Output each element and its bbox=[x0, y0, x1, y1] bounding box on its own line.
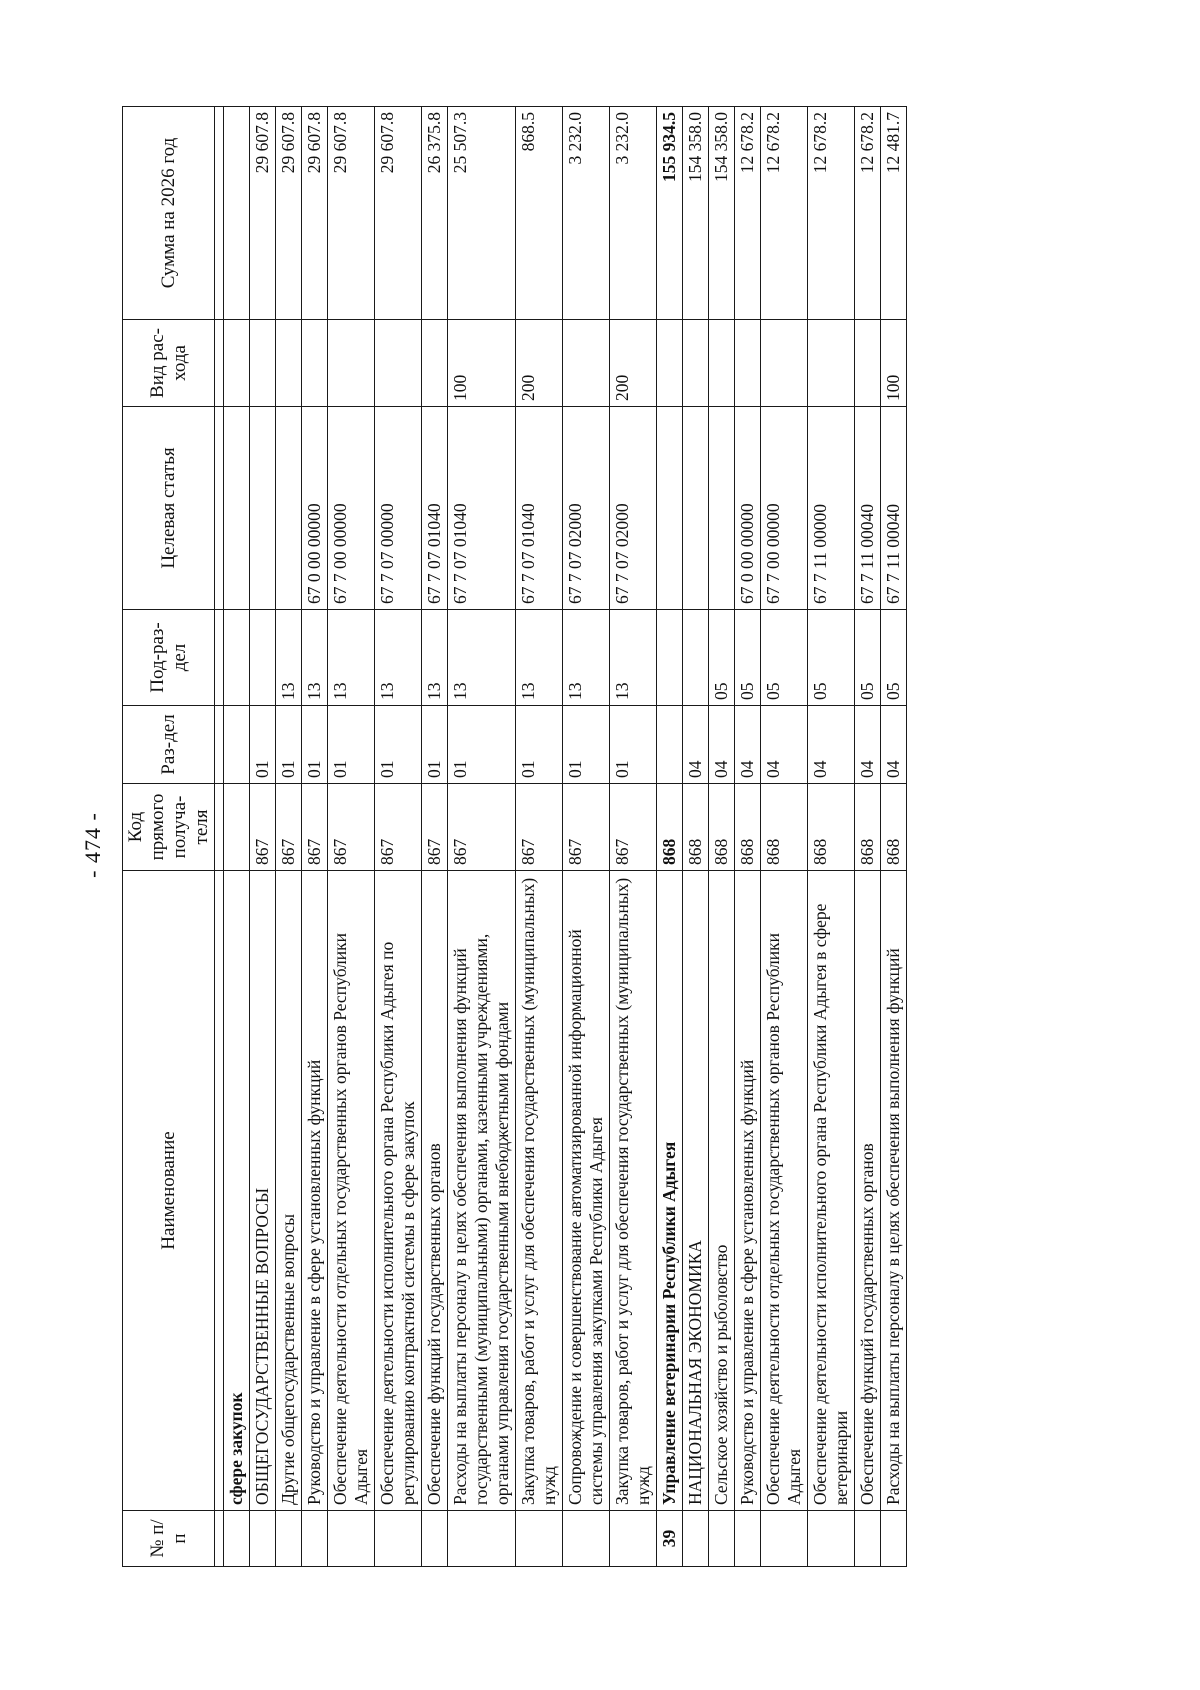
cell-target-article: 67 7 07 02000 bbox=[610, 407, 657, 610]
cell-expense-type bbox=[657, 320, 683, 407]
cell-subsection: 13 bbox=[516, 610, 563, 706]
table-row bbox=[881, 107, 907, 1567]
cell-expense-type bbox=[224, 320, 250, 407]
cell-name: Обеспечение деятельности исполнительного органа Республики Адыгея по регулированию контрактной системы в сфере закупок bbox=[375, 871, 422, 1511]
cell-section: 01 bbox=[448, 706, 516, 784]
cell-recipient-code: 867 bbox=[422, 784, 448, 871]
cell-amount: 29 607.8 bbox=[375, 107, 422, 320]
header-num: № п/п bbox=[123, 1511, 215, 1567]
cell-num: 39 bbox=[657, 1511, 683, 1567]
cell-section: 04 bbox=[735, 706, 761, 784]
cell-amount: 3 232.0 bbox=[563, 107, 610, 320]
cell-amount: 29 607.8 bbox=[328, 107, 375, 320]
cell-recipient-code: 867 bbox=[563, 784, 610, 871]
cell-recipient-code: 868 bbox=[881, 784, 907, 871]
cell-section: 01 bbox=[422, 706, 448, 784]
cell-subsection: 13 bbox=[610, 610, 657, 706]
spacer-cell bbox=[215, 320, 224, 407]
cell-num bbox=[250, 1511, 276, 1567]
cell-target-article: 67 7 07 00000 bbox=[375, 407, 422, 610]
cell-section: 01 bbox=[375, 706, 422, 784]
cell-expense-type bbox=[808, 320, 855, 407]
table-body bbox=[224, 107, 907, 1567]
cell-name: Расходы на выплаты персоналу в целях обеспечения выполнения функций государственными (муниципальными) органами, казенными учреждениями, органами управления государственными внебюджетными фондами bbox=[448, 871, 516, 1511]
cell-section: 04 bbox=[881, 706, 907, 784]
table-row bbox=[448, 107, 516, 1567]
cell-num bbox=[683, 1511, 709, 1567]
cell-recipient-code: 868 bbox=[709, 784, 735, 871]
cell-section: 04 bbox=[855, 706, 881, 784]
cell-subsection: 05 bbox=[855, 610, 881, 706]
cell-recipient-code: 868 bbox=[657, 784, 683, 871]
table-row bbox=[224, 107, 250, 1567]
cell-amount bbox=[224, 107, 250, 320]
page-number: - 474 - bbox=[80, 812, 105, 878]
cell-num bbox=[881, 1511, 907, 1567]
cell-amount: 155 934.5 bbox=[657, 107, 683, 320]
cell-section: 04 bbox=[683, 706, 709, 784]
cell-target-article: 67 7 07 01040 bbox=[422, 407, 448, 610]
cell-recipient-code: 867 bbox=[328, 784, 375, 871]
cell-expense-type bbox=[709, 320, 735, 407]
cell-target-article: 67 7 11 00000 bbox=[808, 407, 855, 610]
table-row bbox=[516, 107, 563, 1567]
cell-recipient-code: 867 bbox=[448, 784, 516, 871]
cell-amount: 154 358.0 bbox=[709, 107, 735, 320]
cell-name: Обеспечение деятельности отдельных государственных органов Республики Адыгея bbox=[761, 871, 808, 1511]
spacer-cell bbox=[215, 610, 224, 706]
cell-recipient-code: 867 bbox=[302, 784, 328, 871]
cell-amount: 25 507.3 bbox=[448, 107, 516, 320]
cell-name: Обеспечение функций государственных органов bbox=[855, 871, 881, 1511]
cell-target-article: 67 7 11 00040 bbox=[855, 407, 881, 610]
header-target-article: Целевая статья bbox=[123, 407, 215, 610]
cell-amount: 12 678.2 bbox=[735, 107, 761, 320]
spacer-cell bbox=[215, 871, 224, 1511]
cell-section: 01 bbox=[276, 706, 302, 784]
cell-name: Расходы на выплаты персоналу в целях обеспечения выполнения функций bbox=[881, 871, 907, 1511]
table-row bbox=[302, 107, 328, 1567]
cell-recipient-code: 868 bbox=[808, 784, 855, 871]
cell-num bbox=[302, 1511, 328, 1567]
spacer-cell bbox=[215, 107, 224, 320]
cell-name: Руководство и управление в сфере установленных функций bbox=[302, 871, 328, 1511]
cell-num bbox=[761, 1511, 808, 1567]
cell-num bbox=[709, 1511, 735, 1567]
table-row bbox=[709, 107, 735, 1567]
spacer-cell bbox=[215, 784, 224, 871]
cell-section: 01 bbox=[302, 706, 328, 784]
cell-expense-type bbox=[563, 320, 610, 407]
cell-subsection: 13 bbox=[448, 610, 516, 706]
cell-subsection bbox=[657, 610, 683, 706]
cell-name: Управление ветеринарии Республики Адыгея bbox=[657, 871, 683, 1511]
cell-num bbox=[276, 1511, 302, 1567]
cell-target-article bbox=[276, 407, 302, 610]
cell-recipient-code: 868 bbox=[683, 784, 709, 871]
cell-amount: 12 481.7 bbox=[881, 107, 907, 320]
cell-name: Закупка товаров, работ и услуг для обеспечения государственных (муниципальных) нужд bbox=[610, 871, 657, 1511]
cell-section: 01 bbox=[328, 706, 375, 784]
budget-table bbox=[122, 106, 907, 1567]
cell-expense-type bbox=[328, 320, 375, 407]
cell-recipient-code: 868 bbox=[855, 784, 881, 871]
header-expense-type: Вид рас-хода bbox=[123, 320, 215, 407]
cell-subsection bbox=[224, 610, 250, 706]
cell-name: Закупка товаров, работ и услуг для обеспечения государственных (муниципальных) нужд bbox=[516, 871, 563, 1511]
table-row bbox=[610, 107, 657, 1567]
table-row bbox=[761, 107, 808, 1567]
cell-amount: 12 678.2 bbox=[855, 107, 881, 320]
cell-expense-type: 200 bbox=[610, 320, 657, 407]
table-row bbox=[250, 107, 276, 1567]
cell-amount: 26 375.8 bbox=[422, 107, 448, 320]
cell-name: НАЦИОНАЛЬНАЯ ЭКОНОМИКА bbox=[683, 871, 709, 1511]
header-section: Раз-дел bbox=[123, 706, 215, 784]
table-row bbox=[328, 107, 375, 1567]
cell-num bbox=[516, 1511, 563, 1567]
cell-amount: 12 678.2 bbox=[808, 107, 855, 320]
cell-target-article: 67 0 00 00000 bbox=[302, 407, 328, 610]
cell-expense-type: 100 bbox=[448, 320, 516, 407]
cell-target-article: 67 7 00 00000 bbox=[328, 407, 375, 610]
cell-recipient-code: 867 bbox=[250, 784, 276, 871]
cell-subsection: 05 bbox=[808, 610, 855, 706]
cell-recipient-code: 867 bbox=[276, 784, 302, 871]
cell-expense-type: 100 bbox=[881, 320, 907, 407]
cell-recipient-code: 867 bbox=[610, 784, 657, 871]
table-row bbox=[375, 107, 422, 1567]
cell-recipient-code: 867 bbox=[375, 784, 422, 871]
header-name: Наименование bbox=[123, 871, 215, 1511]
cell-subsection bbox=[683, 610, 709, 706]
cell-name: ОБЩЕГОСУДАРСТВЕННЫЕ ВОПРОСЫ bbox=[250, 871, 276, 1511]
cell-target-article: 67 0 00 00000 bbox=[735, 407, 761, 610]
cell-name: сфере закупок bbox=[224, 871, 250, 1511]
table-row bbox=[735, 107, 761, 1567]
cell-amount: 12 678.2 bbox=[761, 107, 808, 320]
cell-recipient-code: 868 bbox=[761, 784, 808, 871]
cell-subsection: 13 bbox=[328, 610, 375, 706]
cell-subsection: 13 bbox=[563, 610, 610, 706]
cell-expense-type bbox=[302, 320, 328, 407]
cell-expense-type bbox=[683, 320, 709, 407]
spacer-cell bbox=[215, 706, 224, 784]
cell-subsection: 05 bbox=[761, 610, 808, 706]
cell-num bbox=[448, 1511, 516, 1567]
cell-target-article bbox=[657, 407, 683, 610]
cell-subsection: 13 bbox=[422, 610, 448, 706]
cell-section: 01 bbox=[610, 706, 657, 784]
header-recipient-code: Код прямого получа-теля bbox=[123, 784, 215, 871]
cell-target-article: 67 7 07 02000 bbox=[563, 407, 610, 610]
cell-recipient-code: 867 bbox=[516, 784, 563, 871]
cell-num bbox=[855, 1511, 881, 1567]
cell-subsection: 13 bbox=[276, 610, 302, 706]
cell-subsection bbox=[250, 610, 276, 706]
cell-name: Сопровождение и совершенствование автоматизированной информационной системы управления закупками Республики Адыгея bbox=[563, 871, 610, 1511]
cell-expense-type bbox=[735, 320, 761, 407]
cell-subsection: 05 bbox=[709, 610, 735, 706]
table-row bbox=[563, 107, 610, 1567]
cell-subsection: 13 bbox=[375, 610, 422, 706]
cell-target-article: 67 7 11 00040 bbox=[881, 407, 907, 610]
cell-num bbox=[610, 1511, 657, 1567]
table-header-row bbox=[123, 107, 215, 1567]
cell-expense-type bbox=[761, 320, 808, 407]
cell-amount: 3 232.0 bbox=[610, 107, 657, 320]
cell-expense-type bbox=[250, 320, 276, 407]
cell-expense-type bbox=[375, 320, 422, 407]
cell-section: 01 bbox=[563, 706, 610, 784]
cell-recipient-code: 868 bbox=[735, 784, 761, 871]
cell-target-article bbox=[683, 407, 709, 610]
spacer-cell bbox=[215, 407, 224, 610]
table-row bbox=[422, 107, 448, 1567]
cell-num bbox=[422, 1511, 448, 1567]
cell-subsection: 05 bbox=[735, 610, 761, 706]
table-row bbox=[657, 107, 683, 1567]
spacer-cell bbox=[215, 1511, 224, 1567]
cell-target-article: 67 7 07 01040 bbox=[448, 407, 516, 610]
cell-num bbox=[735, 1511, 761, 1567]
cell-target-article: 67 7 00 00000 bbox=[761, 407, 808, 610]
cell-name: Сельское хозяйство и рыболовство bbox=[709, 871, 735, 1511]
cell-section bbox=[224, 706, 250, 784]
header-subsection: Под-раз-дел bbox=[123, 610, 215, 706]
cell-target-article bbox=[709, 407, 735, 610]
table-row bbox=[276, 107, 302, 1567]
cell-name: Обеспечение функций государственных органов bbox=[422, 871, 448, 1511]
table-row bbox=[683, 107, 709, 1567]
spacer-row bbox=[215, 107, 224, 1567]
cell-recipient-code bbox=[224, 784, 250, 871]
cell-name: Другие общегосударственные вопросы bbox=[276, 871, 302, 1511]
table-row bbox=[855, 107, 881, 1567]
cell-num bbox=[563, 1511, 610, 1567]
cell-expense-type bbox=[276, 320, 302, 407]
cell-target-article bbox=[250, 407, 276, 610]
cell-target-article bbox=[224, 407, 250, 610]
cell-section: 01 bbox=[250, 706, 276, 784]
cell-num bbox=[375, 1511, 422, 1567]
cell-amount: 29 607.8 bbox=[276, 107, 302, 320]
cell-expense-type: 200 bbox=[516, 320, 563, 407]
cell-expense-type bbox=[422, 320, 448, 407]
cell-num bbox=[328, 1511, 375, 1567]
header-amount: Сумма на 2026 год bbox=[123, 107, 215, 320]
cell-name: Обеспечение деятельности отдельных государственных органов Республики Адыгея bbox=[328, 871, 375, 1511]
cell-subsection: 13 bbox=[302, 610, 328, 706]
table-row bbox=[808, 107, 855, 1567]
cell-amount: 29 607.8 bbox=[250, 107, 276, 320]
cell-amount: 154 358.0 bbox=[683, 107, 709, 320]
cell-section bbox=[657, 706, 683, 784]
cell-name: Руководство и управление в сфере установленных функций bbox=[735, 871, 761, 1511]
cell-name: Обеспечение деятельности исполнительного органа Республики Адыгея в сфере ветеринарии bbox=[808, 871, 855, 1511]
cell-amount: 29 607.8 bbox=[302, 107, 328, 320]
cell-target-article: 67 7 07 01040 bbox=[516, 407, 563, 610]
cell-expense-type bbox=[855, 320, 881, 407]
cell-section: 01 bbox=[516, 706, 563, 784]
cell-num bbox=[224, 1511, 250, 1567]
cell-section: 04 bbox=[761, 706, 808, 784]
cell-subsection: 05 bbox=[881, 610, 907, 706]
cell-section: 04 bbox=[709, 706, 735, 784]
cell-section: 04 bbox=[808, 706, 855, 784]
cell-num bbox=[808, 1511, 855, 1567]
cell-amount: 868.5 bbox=[516, 107, 563, 320]
